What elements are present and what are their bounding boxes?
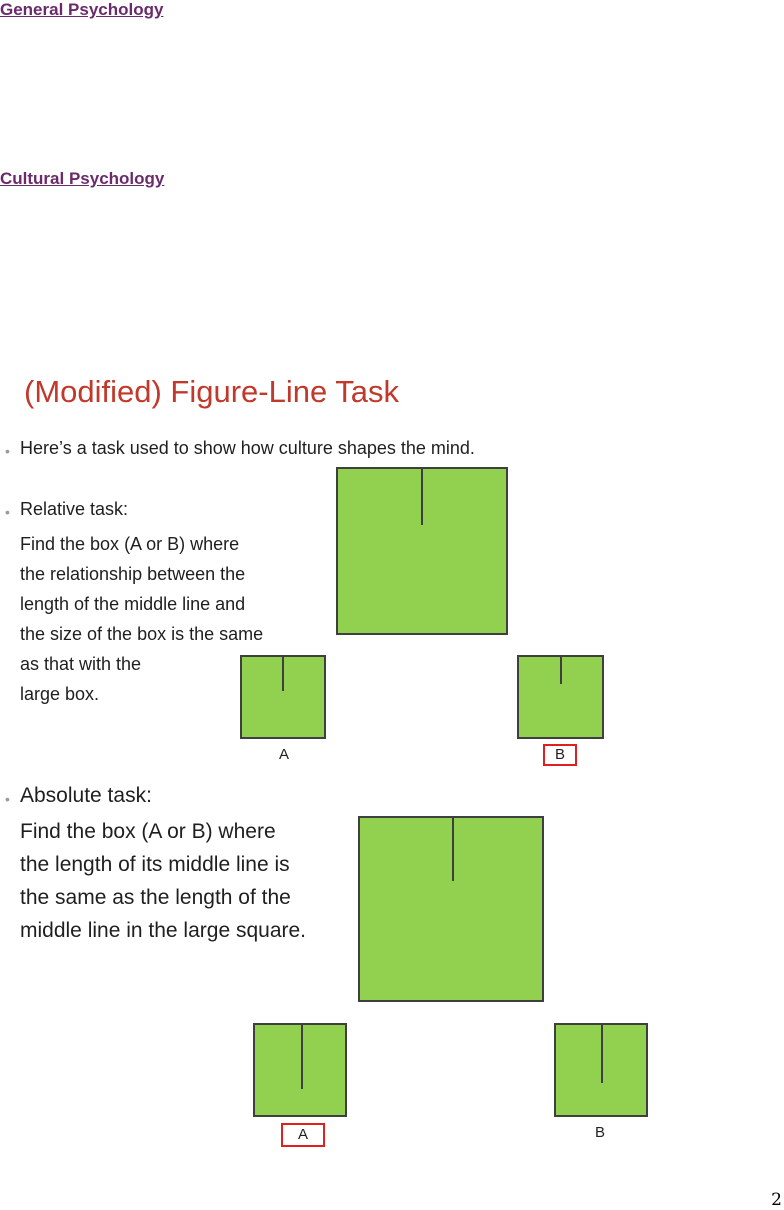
relative-label-a: A [278, 746, 289, 763]
cultural-psychology-link[interactable]: Cultural Psychology [0, 169, 165, 188]
bullet-icon: • [5, 791, 10, 807]
absolute-box-b [554, 1023, 648, 1117]
absolute-label-a-selected: A [281, 1123, 325, 1147]
relative-task-description [20, 529, 263, 709]
relative-box-a [240, 655, 326, 739]
middle-line [421, 469, 423, 525]
absolute-line: Find the box (A or B) where [20, 820, 276, 843]
relative-label-b-selected: B [543, 744, 577, 766]
absolute-box-a [253, 1023, 347, 1117]
absolute-line: middle line in the large square. [20, 919, 307, 942]
relative-line: length of the middle line and [20, 594, 246, 614]
slide-title: (Modified) Figure-Line Task [24, 374, 400, 409]
absolute-large-box [358, 816, 544, 1002]
general-psychology-link[interactable]: General Psychology [0, 0, 164, 19]
relative-line: large box. [20, 684, 100, 704]
middle-line [601, 1025, 603, 1083]
middle-line [452, 818, 454, 881]
middle-line [560, 657, 562, 684]
relative-task-heading: Relative task: [20, 499, 129, 519]
intro-text: Here’s a task used to show how culture shapes the mind. [20, 438, 475, 458]
page-number: 2 [771, 1190, 782, 1210]
absolute-label-b: B [594, 1124, 605, 1141]
relative-line: as that with the [20, 654, 142, 674]
bullet-icon: • [5, 504, 10, 520]
relative-box-b [517, 655, 604, 739]
relative-line: the size of the box is the same [20, 624, 264, 644]
relative-line: Find the box (A or B) where [20, 534, 240, 554]
absolute-task-description [20, 815, 306, 947]
bullet-icon: • [5, 443, 10, 459]
relative-large-box [336, 467, 508, 635]
absolute-line: the length of its middle line is [20, 853, 290, 876]
absolute-line: the same as the length of the [20, 886, 291, 909]
middle-line [301, 1025, 303, 1089]
relative-line: the relationship between the [20, 564, 246, 584]
middle-line [282, 657, 284, 691]
absolute-task-heading: Absolute task: [20, 784, 152, 807]
